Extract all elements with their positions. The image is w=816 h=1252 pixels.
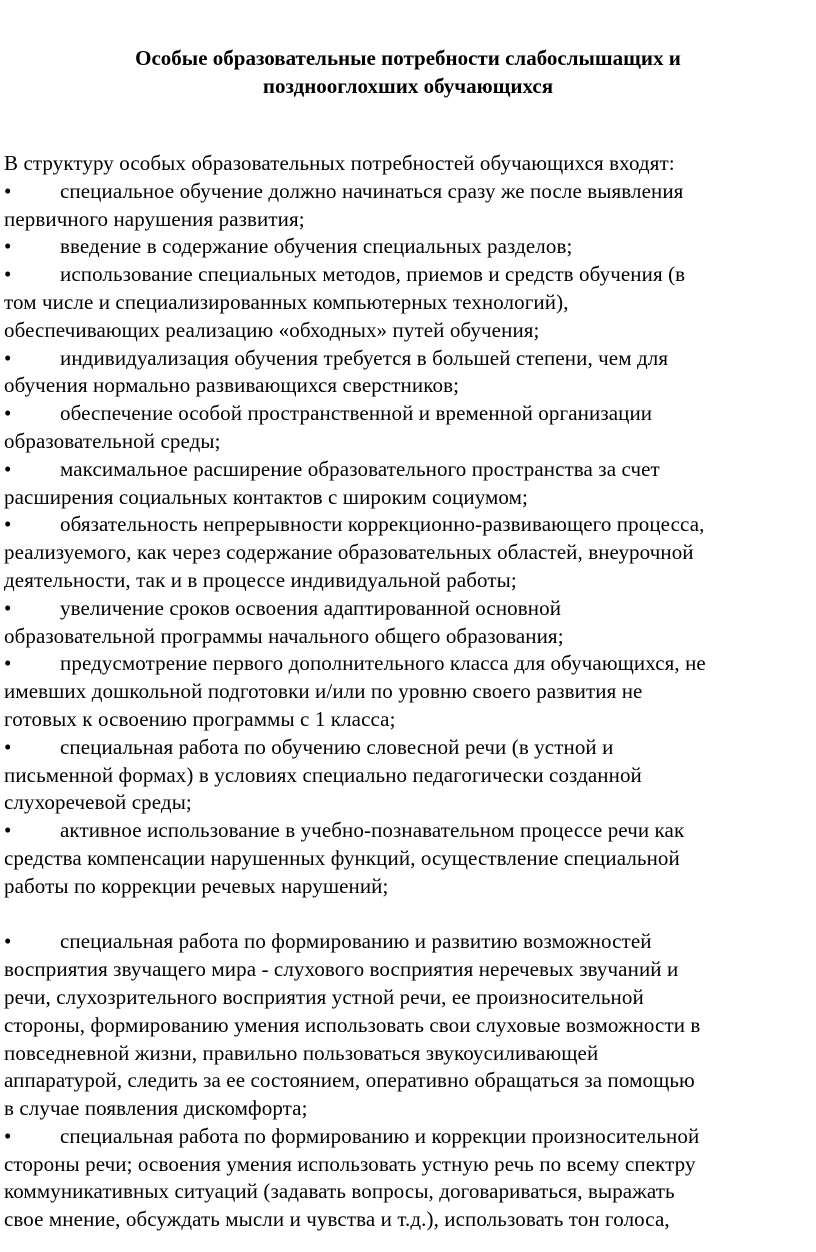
list-item-text: реализуемого, как через содержание образовательных областей, внеурочной [4, 540, 694, 565]
list-item-text: том числе и специализированных компьютерных технологий), [4, 289, 569, 314]
list-item-line [4, 873, 810, 901]
list-item [4, 345, 810, 401]
list-item-line [4, 1095, 810, 1123]
list-item-line [4, 1151, 810, 1179]
list-item-text: увеличение сроков освоения адаптированной основной [60, 595, 562, 620]
list-item-line [4, 623, 810, 651]
list-item [4, 817, 810, 900]
list-item-text: письменной формах) в условиях специально педагогически созданной [4, 762, 642, 787]
list-item-line [4, 484, 810, 512]
bullet-icon: • [4, 401, 12, 426]
list-item-text: деятельности, так и в процессе индивидуальной работы; [4, 567, 517, 592]
list-item-text: образовательной программы начального общего образования; [4, 623, 564, 648]
list-item-first-line [4, 178, 810, 206]
bullet-icon: • [4, 1123, 12, 1148]
list-item-text: индивидуализация обучения требуется в большей степени, чем для [60, 345, 669, 370]
list-item-first-line [4, 511, 810, 539]
list-item-text: введение в содержание обучения специальных разделов; [60, 234, 573, 259]
list-item-text: восприятия звучащего мира - слухового восприятия неречевых звучаний и [4, 957, 679, 982]
list-item-line [4, 984, 810, 1012]
list-item-text: специальная работа по формированию и коррекции произносительной [60, 1123, 700, 1148]
list-item-line [4, 1012, 810, 1040]
list-item-first-line [4, 456, 810, 484]
title-line-2: позднооглохших обучающихся [262, 74, 554, 98]
list-item-text: обязательность непрерывности коррекционно-развивающего процесса, [60, 512, 705, 537]
list-item-text: имевших дошкольной подготовки и/или по уровню своего развития не [4, 679, 643, 704]
list-item-text: слухоречевой среды; [4, 790, 192, 815]
bullet-icon: • [4, 929, 12, 954]
list-item-line [4, 317, 810, 345]
list-item-text: работы по коррекции речевых нарушений; [4, 873, 389, 898]
bullet-list [4, 178, 810, 1234]
list-item-text: обеспечение особой пространственной и временной организации [60, 401, 653, 426]
list-item-text: специальная работа по формированию и развитию возможностей [60, 929, 652, 954]
list-item-line [4, 1178, 810, 1206]
bullet-icon: • [4, 734, 12, 759]
list-item-first-line [4, 928, 810, 956]
list-item-line [4, 289, 810, 317]
bullet-icon: • [4, 818, 12, 843]
list-item-text: специальное обучение должно начинаться сразу же после выявления [60, 178, 684, 203]
list-item-line [4, 428, 810, 456]
list-item-text: обеспечивающих реализацию «обходных» путей обучения; [4, 317, 540, 342]
list-item-first-line [4, 734, 810, 762]
list-item [4, 233, 810, 261]
list-item-text: готовых к освоению программы с 1 класса; [4, 706, 396, 731]
list-item-text: обучения нормально развивающихся сверстников; [4, 373, 460, 398]
list-item-text: повседневной жизни, правильно пользоваться звукоусиливающей [4, 1040, 599, 1065]
list-item-first-line [4, 1123, 810, 1151]
list-item-line [4, 789, 810, 817]
bullet-icon: • [4, 651, 12, 676]
list-item-line [4, 1206, 810, 1234]
document-body [4, 150, 810, 1234]
bullet-icon: • [4, 234, 12, 259]
list-item-text: использование специальных методов, приемов и средств обучения (в [60, 262, 686, 287]
list-item-line [4, 845, 810, 873]
list-item-first-line [4, 817, 810, 845]
list-item [4, 928, 810, 1123]
list-item-text: стороны, формированию умения использовать свои слуховые возможности в [4, 1012, 701, 1037]
title-line-1: Особые образовательные потребности слабослышащих и [135, 46, 681, 70]
list-item-text: специальная работа по обучению словесной речи (в устной и [60, 734, 614, 759]
list-item-first-line [4, 345, 810, 373]
list-item-text: коммуникативных ситуаций (задавать вопросы, договариваться, выражать [4, 1179, 675, 1204]
list-item-line [4, 539, 810, 567]
bullet-icon: • [4, 456, 12, 481]
intro-paragraph: В структуру особых образовательных потребностей обучающихся входят: [4, 151, 675, 175]
list-item-line [4, 372, 810, 400]
list-item [4, 595, 810, 651]
list-item-text: средства компенсации нарушенных функций, осуществление специальной [4, 845, 680, 870]
list-item-first-line [4, 261, 810, 289]
list-item-first-line [4, 233, 810, 261]
bullet-icon: • [4, 512, 12, 537]
list-item-line [4, 1067, 810, 1095]
list-item-line [4, 706, 810, 734]
list-item [4, 400, 810, 456]
list-item-text: активное использование в учебно-познавательном процессе речи как [60, 818, 685, 843]
bullet-icon: • [4, 595, 12, 620]
list-item-text: предусмотрение первого дополнительного класса для обучающихся, не [60, 651, 706, 676]
list-item-first-line [4, 595, 810, 623]
blank-line [4, 901, 810, 929]
list-item-text: расширения социальных контактов с широким социумом; [4, 484, 528, 509]
list-item [4, 178, 810, 234]
list-item-text: в случае появления дискомфорта; [4, 1096, 308, 1121]
list-item-line [4, 762, 810, 790]
list-item [4, 261, 810, 344]
list-item-text: речи, слухозрительного восприятия устной речи, ее произносительной [4, 984, 644, 1009]
list-item [4, 734, 810, 817]
bullet-icon: • [4, 262, 12, 287]
document-title [0, 44, 816, 100]
list-item-text: образовательной среды; [4, 428, 221, 453]
list-item-line [4, 206, 810, 234]
list-item [4, 1123, 810, 1234]
list-item [4, 650, 810, 733]
list-item-first-line [4, 650, 810, 678]
list-item-line [4, 1040, 810, 1068]
list-item-text: первичного нарушения развития; [4, 206, 305, 231]
list-item [4, 456, 810, 512]
list-item-text: стороны речи; освоения умения использовать устную речь по всему спектру [4, 1151, 696, 1176]
bullet-icon: • [4, 178, 12, 203]
list-item-text: свое мнение, обсуждать мысли и чувства и т.д.), использовать тон голоса, [4, 1207, 670, 1232]
list-item-line [4, 567, 810, 595]
list-item-first-line [4, 400, 810, 428]
bullet-icon: • [4, 345, 12, 370]
list-item-text: максимальное расширение образовательного пространства за счет [60, 456, 660, 481]
list-item-line [4, 678, 810, 706]
list-item-line [4, 956, 810, 984]
list-item [4, 511, 810, 594]
list-item-text: аппаратурой, следить за ее состоянием, оперативно обращаться за помощью [4, 1068, 695, 1093]
